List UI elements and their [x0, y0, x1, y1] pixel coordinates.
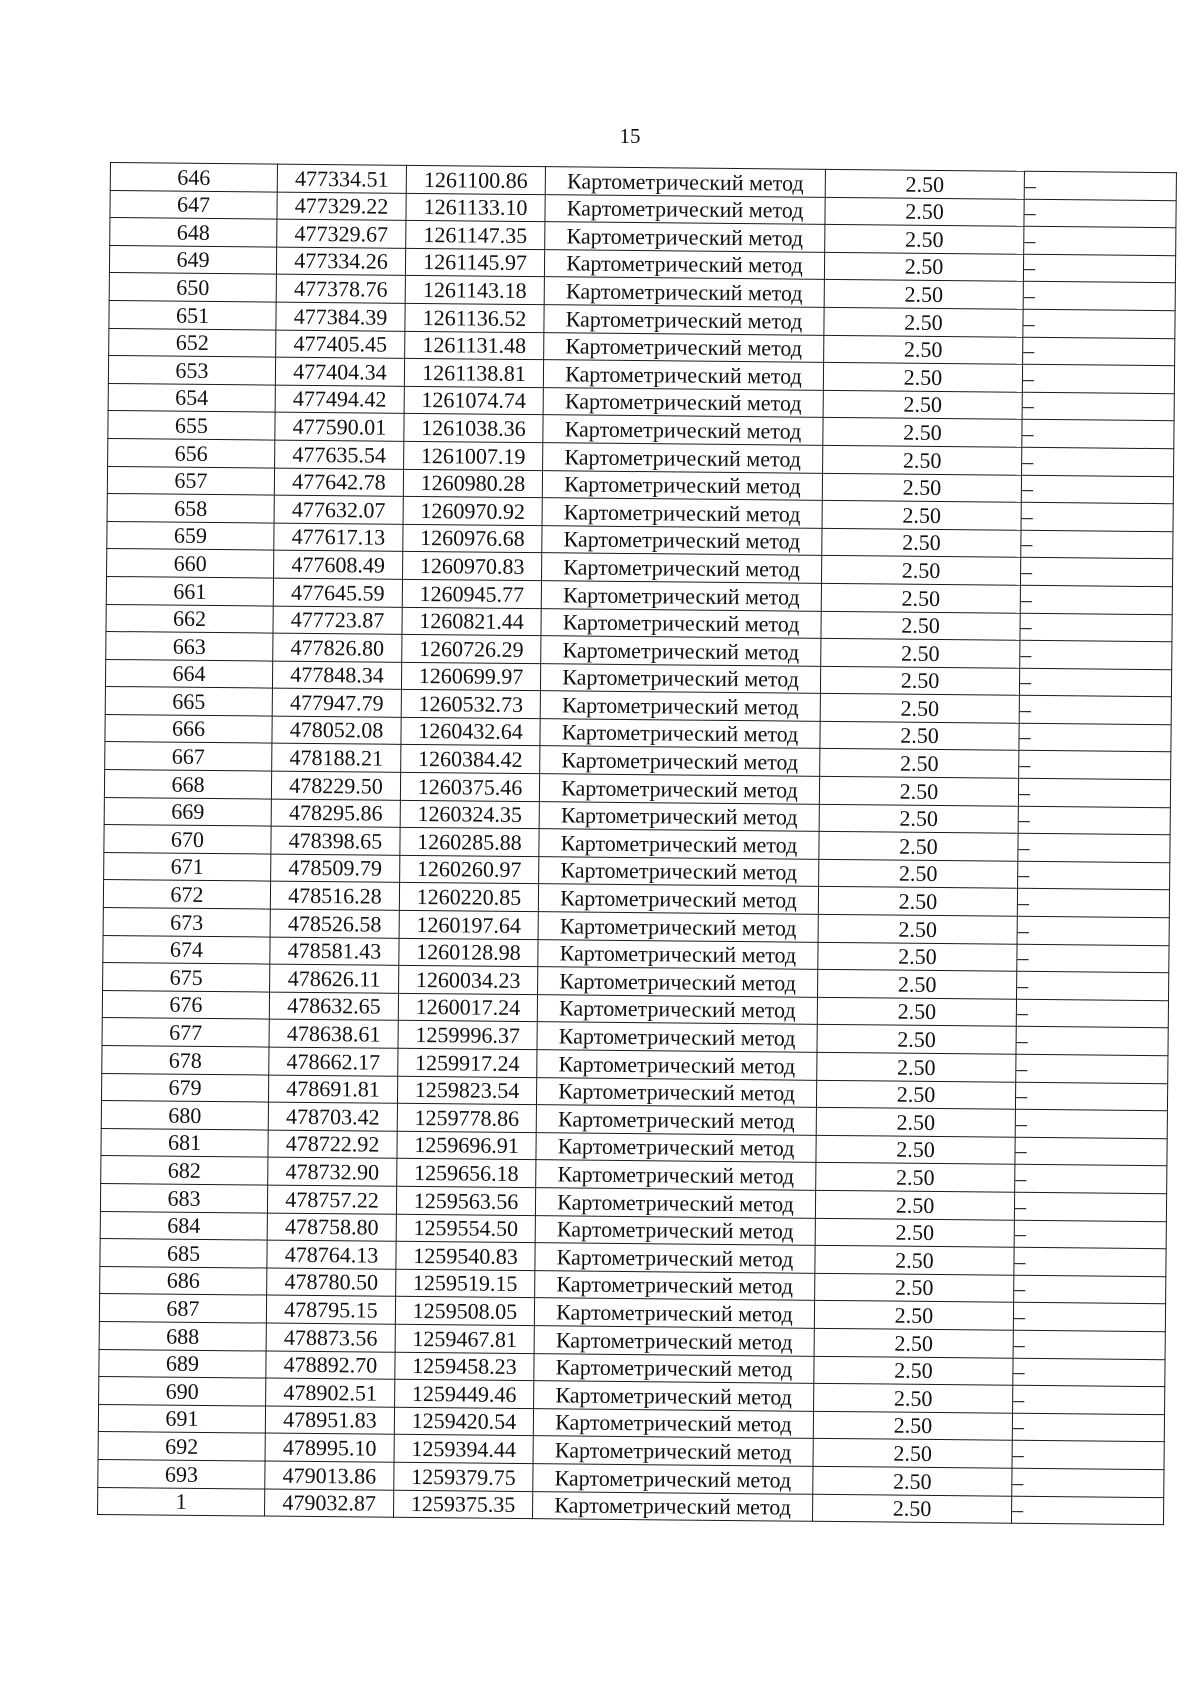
x-coordinate-cell: 478229.50 [271, 771, 400, 800]
point-number-cell: 660 [107, 549, 274, 578]
x-coordinate-cell: 477947.79 [272, 688, 401, 717]
accuracy-cell: 2.50 [823, 390, 1022, 420]
note-cell: – [1017, 889, 1169, 918]
note-cell: – [1020, 558, 1172, 587]
y-coordinate-cell: 1260821.44 [402, 607, 541, 636]
method-cell: Картометрический метод [537, 1022, 817, 1052]
accuracy-cell: 2.50 [825, 169, 1024, 199]
method-cell: Картометрический метод [539, 774, 819, 804]
method-cell: Картометрический метод [543, 415, 823, 445]
y-coordinate-cell: 1259458.23 [395, 1352, 534, 1381]
point-number-cell: 649 [109, 245, 276, 274]
method-cell: Картометрический метод [542, 470, 822, 500]
y-coordinate-cell: 1259696.91 [397, 1131, 536, 1160]
method-cell: Картометрический метод [533, 1464, 813, 1494]
y-coordinate-cell: 1259508.05 [395, 1297, 534, 1326]
point-number-cell: 688 [99, 1321, 266, 1350]
point-number-cell: 691 [98, 1404, 265, 1433]
note-cell: – [1019, 696, 1171, 725]
y-coordinate-cell: 1261138.81 [404, 358, 543, 387]
method-cell: Картометрический метод [543, 443, 823, 473]
accuracy-cell: 2.50 [816, 1108, 1015, 1138]
point-number-cell: 674 [103, 935, 270, 964]
point-number-cell: 684 [100, 1211, 267, 1240]
accuracy-cell: 2.50 [820, 721, 1019, 751]
y-coordinate-cell: 1261136.52 [405, 303, 544, 332]
point-number-cell: 650 [109, 273, 276, 302]
accuracy-cell: 2.50 [813, 1439, 1012, 1469]
note-cell: – [1013, 1385, 1165, 1414]
y-coordinate-cell: 1260976.68 [403, 524, 542, 553]
y-coordinate-cell: 1259540.83 [396, 1241, 535, 1270]
x-coordinate-cell: 478626.11 [270, 964, 399, 993]
note-cell: – [1018, 806, 1170, 835]
point-number-cell: 655 [108, 411, 275, 440]
point-number-cell: 663 [106, 632, 273, 661]
point-number-cell: 675 [103, 963, 270, 992]
y-coordinate-cell: 1259420.54 [394, 1407, 533, 1436]
point-number-cell: 662 [106, 604, 273, 633]
x-coordinate-cell: 478052.08 [272, 716, 401, 745]
point-number-cell: 673 [103, 908, 270, 937]
accuracy-cell: 2.50 [821, 583, 1020, 613]
accuracy-cell: 2.50 [815, 1273, 1014, 1303]
method-cell: Картометрический метод [533, 1436, 813, 1466]
y-coordinate-cell: 1261074.74 [404, 386, 543, 415]
x-coordinate-cell: 478703.42 [268, 1102, 397, 1131]
note-cell: – [1022, 447, 1174, 476]
point-number-cell: 690 [99, 1377, 266, 1406]
y-coordinate-cell: 1261145.97 [405, 248, 544, 277]
method-cell: Картометрический метод [535, 1188, 815, 1218]
accuracy-cell: 2.50 [817, 997, 1016, 1027]
method-cell: Картометрический метод [537, 1050, 817, 1080]
method-cell: Картометрический метод [545, 167, 825, 197]
x-coordinate-cell: 477632.07 [274, 495, 403, 524]
note-cell: – [1017, 944, 1169, 973]
accuracy-cell: 2.50 [824, 335, 1023, 365]
x-coordinate-cell: 478951.83 [265, 1406, 394, 1435]
note-cell: – [1022, 420, 1174, 449]
accuracy-cell: 2.50 [820, 666, 1019, 696]
note-cell: – [1020, 613, 1172, 642]
y-coordinate-cell: 1260699.97 [401, 662, 540, 691]
x-coordinate-cell: 478780.50 [267, 1268, 396, 1297]
x-coordinate-cell: 477848.34 [272, 661, 401, 690]
note-cell: – [1018, 778, 1170, 807]
point-number-cell: 651 [109, 300, 276, 329]
note-cell: – [1023, 309, 1175, 338]
method-cell: Картометрический метод [541, 608, 821, 638]
x-coordinate-cell: 477329.67 [277, 219, 406, 248]
x-coordinate-cell: 478632.65 [269, 992, 398, 1021]
accuracy-cell: 2.50 [817, 1025, 1016, 1055]
x-coordinate-cell: 478516.28 [270, 882, 399, 911]
point-number-cell: 693 [98, 1459, 265, 1488]
y-coordinate-cell: 1260285.88 [400, 828, 539, 857]
method-cell: Картометрический метод [536, 1105, 816, 1135]
y-coordinate-cell: 1260945.77 [402, 579, 541, 608]
point-number-cell: 681 [101, 1128, 268, 1157]
method-cell: Картометрический метод [539, 856, 819, 886]
y-coordinate-cell: 1259449.46 [395, 1379, 534, 1408]
method-cell: Картометрический метод [536, 1160, 816, 1190]
accuracy-cell: 2.50 [816, 1135, 1015, 1165]
accuracy-cell: 2.50 [825, 225, 1024, 255]
note-cell: – [1018, 833, 1170, 862]
method-cell: Картометрический метод [535, 1243, 815, 1273]
accuracy-cell: 2.50 [824, 252, 1023, 282]
accuracy-cell: 2.50 [820, 694, 1019, 724]
x-coordinate-cell: 478902.51 [266, 1378, 395, 1407]
point-number-cell: 680 [101, 1101, 268, 1130]
point-number-cell: 682 [101, 1156, 268, 1185]
method-cell: Картометрический метод [540, 719, 820, 749]
x-coordinate-cell: 477404.34 [275, 357, 404, 386]
x-coordinate-cell: 478873.56 [266, 1323, 395, 1352]
point-number-cell: 672 [103, 880, 270, 909]
y-coordinate-cell: 1260726.29 [402, 634, 541, 663]
x-coordinate-cell: 478757.22 [267, 1185, 396, 1214]
x-coordinate-cell: 477378.76 [276, 274, 405, 303]
method-cell: Картометрический метод [538, 884, 818, 914]
page-number: 15 [619, 124, 641, 148]
x-coordinate-cell: 478995.10 [265, 1433, 394, 1462]
accuracy-cell: 2.50 [821, 638, 1020, 668]
point-number-cell: 670 [104, 825, 271, 854]
point-number-cell: 664 [105, 659, 272, 688]
note-cell: – [1019, 751, 1171, 780]
point-number-cell: 647 [110, 190, 277, 219]
method-cell: Картометрический метод [540, 691, 820, 721]
method-cell: Картометрический метод [534, 1298, 814, 1328]
note-cell: – [1016, 999, 1168, 1028]
accuracy-cell: 2.50 [819, 859, 1018, 889]
note-cell: – [1012, 1441, 1164, 1470]
x-coordinate-cell: 477723.87 [273, 606, 402, 635]
note-cell: – [1016, 1027, 1168, 1056]
accuracy-cell: 2.50 [814, 1301, 1013, 1331]
accuracy-cell: 2.50 [817, 1052, 1016, 1082]
coordinates-table-wrapper [97, 162, 1172, 1525]
accuracy-cell: 2.50 [815, 1190, 1014, 1220]
method-cell: Картометрический метод [545, 222, 825, 252]
method-cell: Картометрический метод [535, 1270, 815, 1300]
note-cell: – [1023, 337, 1175, 366]
x-coordinate-cell: 477334.51 [277, 164, 406, 193]
x-coordinate-cell: 479013.86 [265, 1461, 394, 1490]
y-coordinate-cell: 1259563.56 [396, 1186, 535, 1215]
note-cell: – [1020, 640, 1172, 669]
x-coordinate-cell: 478509.79 [271, 854, 400, 883]
method-cell: Картометрический метод [542, 498, 822, 528]
note-cell: – [1015, 1082, 1167, 1111]
y-coordinate-cell: 1260375.46 [400, 772, 539, 801]
method-cell: Картометрический метод [541, 636, 821, 666]
note-cell: – [1022, 392, 1174, 421]
accuracy-cell: 2.50 [821, 611, 1020, 641]
x-coordinate-cell: 478295.86 [271, 799, 400, 828]
x-coordinate-cell: 478581.43 [270, 937, 399, 966]
note-cell: – [1015, 1165, 1167, 1194]
x-coordinate-cell: 478691.81 [268, 1075, 397, 1104]
y-coordinate-cell: 1259519.15 [396, 1269, 535, 1298]
x-coordinate-cell: 477645.59 [273, 578, 402, 607]
point-number-cell: 669 [104, 797, 271, 826]
method-cell: Картометрический метод [539, 829, 819, 859]
accuracy-cell: 2.50 [821, 556, 1020, 586]
x-coordinate-cell: 478398.65 [271, 826, 400, 855]
note-cell: – [1015, 1137, 1167, 1166]
accuracy-cell: 2.50 [818, 887, 1017, 917]
x-coordinate-cell: 477608.49 [274, 550, 403, 579]
accuracy-cell: 2.50 [815, 1218, 1014, 1248]
point-number-cell: 687 [99, 1294, 266, 1323]
x-coordinate-cell: 478526.58 [270, 909, 399, 938]
x-coordinate-cell: 478638.61 [269, 1019, 398, 1048]
method-cell: Картометрический метод [536, 1132, 816, 1162]
x-coordinate-cell: 477329.22 [277, 192, 406, 221]
accuracy-cell: 2.50 [812, 1494, 1011, 1524]
method-cell: Картометрический метод [538, 912, 818, 942]
y-coordinate-cell: 1260970.83 [403, 552, 542, 581]
note-cell: – [1013, 1330, 1165, 1359]
point-number-cell: 692 [98, 1432, 265, 1461]
x-coordinate-cell: 477494.42 [275, 385, 404, 414]
y-coordinate-cell: 1260532.73 [401, 690, 540, 719]
x-coordinate-cell: 478188.21 [272, 744, 401, 773]
point-number-cell: 686 [100, 1266, 267, 1295]
y-coordinate-cell: 1259394.44 [394, 1435, 533, 1464]
point-number-cell: 654 [108, 383, 275, 412]
note-cell: – [1011, 1496, 1163, 1525]
method-cell: Картометрический метод [533, 1408, 813, 1438]
method-cell: Картометрический метод [535, 1215, 815, 1245]
y-coordinate-cell: 1259917.24 [398, 1048, 537, 1077]
point-number-cell: 658 [107, 494, 274, 523]
coordinates-table-body [98, 163, 1177, 1525]
note-cell: – [1013, 1303, 1165, 1332]
point-number-cell: 661 [106, 576, 273, 605]
note-cell: – [1024, 171, 1176, 200]
accuracy-cell: 2.50 [815, 1245, 1014, 1275]
y-coordinate-cell: 1260970.92 [403, 496, 542, 525]
note-cell: – [1016, 1054, 1168, 1083]
x-coordinate-cell: 478758.80 [267, 1213, 396, 1242]
x-coordinate-cell: 477617.13 [274, 523, 403, 552]
y-coordinate-cell: 1261147.35 [406, 221, 545, 250]
method-cell: Картометрический метод [543, 387, 823, 417]
accuracy-cell: 2.50 [813, 1466, 1012, 1496]
y-coordinate-cell: 1260197.64 [399, 910, 538, 939]
x-coordinate-cell: 477635.54 [275, 440, 404, 469]
y-coordinate-cell: 1261143.18 [405, 276, 544, 305]
method-cell: Картометрический метод [545, 194, 825, 224]
note-cell: – [1023, 282, 1175, 311]
y-coordinate-cell: 1260324.35 [400, 800, 539, 829]
y-coordinate-cell: 1261100.86 [406, 165, 545, 194]
accuracy-cell: 2.50 [816, 1080, 1015, 1110]
y-coordinate-cell: 1259467.81 [395, 1324, 534, 1353]
method-cell: Картометрический метод [544, 277, 824, 307]
note-cell: – [1024, 199, 1176, 228]
x-coordinate-cell: 478764.13 [267, 1240, 396, 1269]
method-cell: Картометрический метод [542, 525, 822, 555]
note-cell: – [1018, 861, 1170, 890]
y-coordinate-cell: 1259778.86 [397, 1103, 536, 1132]
point-number-cell: 677 [102, 1018, 269, 1047]
point-number-cell: 668 [104, 770, 271, 799]
method-cell: Картометрический метод [544, 305, 824, 335]
accuracy-cell: 2.50 [819, 776, 1018, 806]
accuracy-cell: 2.50 [823, 418, 1022, 448]
y-coordinate-cell: 1259656.18 [397, 1159, 536, 1188]
accuracy-cell: 2.50 [814, 1383, 1013, 1413]
accuracy-cell: 2.50 [819, 804, 1018, 834]
x-coordinate-cell: 478795.15 [266, 1295, 395, 1324]
method-cell: Картометрический метод [542, 553, 822, 583]
point-number-cell: 646 [110, 163, 277, 192]
accuracy-cell: 2.50 [819, 832, 1018, 862]
x-coordinate-cell: 478892.70 [266, 1351, 395, 1380]
note-cell: – [1014, 1275, 1166, 1304]
accuracy-cell: 2.50 [822, 528, 1021, 558]
method-cell: Картометрический метод [544, 332, 824, 362]
accuracy-cell: 2.50 [818, 970, 1017, 1000]
method-cell: Картометрический метод [532, 1491, 812, 1521]
x-coordinate-cell: 477826.80 [273, 633, 402, 662]
y-coordinate-cell: 1261038.36 [404, 414, 543, 443]
y-coordinate-cell: 1260384.42 [401, 745, 540, 774]
accuracy-cell: 2.50 [823, 363, 1022, 393]
note-cell: – [1014, 1192, 1166, 1221]
point-number-cell: 676 [102, 990, 269, 1019]
x-coordinate-cell: 479032.87 [265, 1489, 394, 1518]
y-coordinate-cell: 1259379.75 [394, 1462, 533, 1491]
point-number-cell: 652 [109, 328, 276, 357]
method-cell: Картометрический метод [544, 249, 824, 279]
y-coordinate-cell: 1260220.85 [399, 883, 538, 912]
y-coordinate-cell: 1259996.37 [398, 1021, 537, 1050]
y-coordinate-cell: 1261133.10 [406, 193, 545, 222]
y-coordinate-cell: 1259375.35 [394, 1490, 533, 1519]
x-coordinate-cell: 478722.92 [268, 1130, 397, 1159]
note-cell: – [1012, 1468, 1164, 1497]
note-cell: – [1020, 585, 1172, 614]
accuracy-cell: 2.50 [822, 500, 1021, 530]
note-cell: – [1017, 916, 1169, 945]
y-coordinate-cell: 1261007.19 [404, 441, 543, 470]
method-cell: Картометрический метод [537, 994, 817, 1024]
note-cell: – [1022, 364, 1174, 393]
method-cell: Картометрический метод [536, 1077, 816, 1107]
point-number-cell: 666 [105, 714, 272, 743]
note-cell: – [1019, 668, 1171, 697]
note-cell: – [1021, 475, 1173, 504]
y-coordinate-cell: 1261131.48 [405, 331, 544, 360]
y-coordinate-cell: 1259554.50 [396, 1214, 535, 1243]
note-cell: – [1013, 1358, 1165, 1387]
note-cell: – [1023, 254, 1175, 283]
x-coordinate-cell: 478662.17 [269, 1047, 398, 1076]
point-number-cell: 656 [108, 438, 275, 467]
note-cell: – [1017, 971, 1169, 1000]
x-coordinate-cell: 477405.45 [276, 330, 405, 359]
y-coordinate-cell: 1260432.64 [401, 717, 540, 746]
x-coordinate-cell: 478732.90 [268, 1157, 397, 1186]
method-cell: Картометрический метод [534, 1381, 814, 1411]
note-cell: – [1014, 1247, 1166, 1276]
point-number-cell: 679 [101, 1073, 268, 1102]
method-cell: Картометрический метод [541, 581, 821, 611]
accuracy-cell: 2.50 [822, 473, 1021, 503]
method-cell: Картометрический метод [540, 663, 820, 693]
method-cell: Картометрический метод [538, 967, 818, 997]
accuracy-cell: 2.50 [824, 307, 1023, 337]
point-number-cell: 667 [105, 742, 272, 771]
point-number-cell: 665 [105, 687, 272, 716]
x-coordinate-cell: 477642.78 [274, 468, 403, 497]
coordinates-table [97, 162, 1177, 1525]
method-cell: Картометрический метод [539, 801, 819, 831]
x-coordinate-cell: 477384.39 [276, 302, 405, 331]
method-cell: Картометрический метод [534, 1353, 814, 1383]
accuracy-cell: 2.50 [818, 914, 1017, 944]
y-coordinate-cell: 1260128.98 [399, 938, 538, 967]
accuracy-cell: 2.50 [823, 445, 1022, 475]
x-coordinate-cell: 477590.01 [275, 412, 404, 441]
method-cell: Картометрический метод [540, 746, 820, 776]
note-cell: – [1021, 530, 1173, 559]
method-cell: Картометрический метод [534, 1326, 814, 1356]
note-cell: – [1012, 1413, 1164, 1442]
method-cell: Картометрический метод [543, 360, 823, 390]
point-number-cell: 653 [108, 356, 275, 385]
point-number-cell: 678 [102, 1045, 269, 1074]
point-number-cell: 671 [104, 852, 271, 881]
method-cell: Картометрический метод [538, 939, 818, 969]
y-coordinate-cell: 1260260.97 [400, 855, 539, 884]
y-coordinate-cell: 1260017.24 [398, 993, 537, 1022]
accuracy-cell: 2.50 [814, 1328, 1013, 1358]
note-cell: – [1015, 1109, 1167, 1138]
y-coordinate-cell: 1260980.28 [403, 469, 542, 498]
point-number-cell: 689 [99, 1349, 266, 1378]
accuracy-cell: 2.50 [818, 942, 1017, 972]
accuracy-cell: 2.50 [814, 1356, 1013, 1386]
point-number-cell: 1 [98, 1487, 265, 1516]
point-number-cell: 659 [107, 521, 274, 550]
point-number-cell: 683 [100, 1183, 267, 1212]
point-number-cell: 685 [100, 1239, 267, 1268]
accuracy-cell: 2.50 [816, 1163, 1015, 1193]
x-coordinate-cell: 477334.26 [276, 247, 405, 276]
point-number-cell: 657 [107, 466, 274, 495]
y-coordinate-cell: 1259823.54 [397, 1076, 536, 1105]
note-cell: – [1014, 1220, 1166, 1249]
accuracy-cell: 2.50 [824, 280, 1023, 310]
accuracy-cell: 2.50 [825, 197, 1024, 227]
accuracy-cell: 2.50 [820, 749, 1019, 779]
note-cell: – [1021, 502, 1173, 531]
y-coordinate-cell: 1260034.23 [399, 966, 538, 995]
accuracy-cell: 2.50 [813, 1411, 1012, 1441]
note-cell: – [1024, 226, 1176, 255]
note-cell: – [1019, 723, 1171, 752]
point-number-cell: 648 [110, 218, 277, 247]
